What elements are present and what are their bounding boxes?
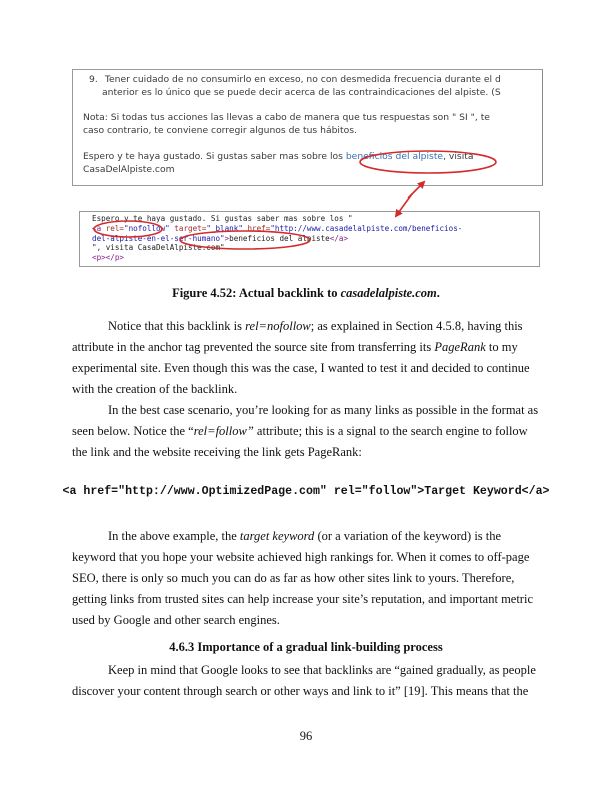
code-target-value: "_blank": [206, 223, 243, 233]
list-item-number: 9.: [89, 74, 98, 85]
espero-los: los: [329, 151, 346, 162]
caption-site: casadelalpiste.com: [340, 286, 437, 300]
code-tag-close: >: [224, 233, 230, 243]
paragraph-gradual: [72, 660, 540, 702]
code-line-4: ", visita CasaDelAlpiste.com": [92, 243, 225, 253]
code-href-value-1: "http://www.casadelalpiste.com/beneficios-: [270, 223, 463, 233]
code-link-text: beneficios del alpiste: [229, 233, 330, 243]
list-item-text: Tener cuidado de no consumirlo en exceso, no con desmedida frecuencia durante el d: [104, 74, 501, 85]
code-href-attr: href=: [242, 223, 271, 233]
page-number: 96: [299, 729, 313, 743]
code-a-open: <a: [92, 223, 106, 233]
p2-text-a: In the best case scenario, you’re looking for as many links as possible in the format as seen below. Notice the “: [72, 403, 539, 438]
code-example: <a href="http://www.OptimizedPage.com" rel="follow">Target Keyword</a>: [62, 485, 550, 498]
p3-text-a: In the above example, the: [108, 529, 240, 543]
code-a-close: </a>: [329, 233, 349, 243]
figure-caption: [0, 286, 612, 301]
code-rel-value: "nofollow": [124, 223, 170, 233]
beneficios-link[interactable]: beneficios del alpiste: [345, 151, 444, 162]
nota-line-1: Nota: Si todas tus acciones las llevas a cabo de manera que tus respuestas son " SI ", te: [83, 112, 490, 123]
code-href-value-2: del-alpiste-en-el-ser-humano": [92, 233, 225, 243]
figure-rendered-page-screenshot: [72, 69, 543, 186]
paragraph-best-case: [72, 400, 540, 463]
p1-text-b: ; as explained in Section 4.5.8, having this attribute in the anchor tag prevented the source site from transferring its: [72, 319, 523, 354]
p3-text-b: (or a variation of the keyword) is the keyword that you hope your website achieved high rankings for. When it comes to off-page SEO, there is only so much you can do as far as how other sites link to yours. Therefore, getting links from trusted sites can help increase your site’s reputation, and important metric used by Google and other search engines.: [72, 529, 533, 627]
section-heading: 4.6.3 Importance of a gradual link-building process: [169, 640, 443, 654]
paragraph-nofollow: [72, 316, 540, 400]
p4-text-a: Keep in mind that Google looks to see that backlinks are “gained gradually, as people discover your content through search or other ways and link to it” [19]. This means that the: [72, 663, 536, 698]
code-line-1: Espero y te haya gustado. Si gustas saber mas sobre los ": [92, 214, 353, 223]
code-line-5: <p></p>: [92, 253, 125, 263]
figure-source-code-screenshot: [79, 211, 540, 267]
espero-line-1: [83, 150, 473, 163]
p1-em-rel-nofollow: rel=nofollow: [245, 319, 311, 333]
p1-em-pagerank: PageRank: [434, 340, 486, 354]
p2-text-b: attribute; this is a signal to the search engine to follow the link and the website receiving the link gets PageRank:: [72, 424, 528, 459]
code-rel-attr: rel=: [105, 223, 125, 233]
source-code-block: [92, 214, 462, 263]
list-item-line-2: anterior es lo único que se puede decir acerca de las contraindicaciones del alpiste. (S: [102, 87, 501, 98]
code-target-attr: target=: [169, 223, 207, 233]
caption-prefix: Figure 4.52: Actual backlink to: [172, 286, 341, 300]
espero-suffix: , visita: [443, 151, 474, 162]
p3-em-target-keyword: target keyword: [239, 529, 315, 543]
list-item-line-1: [89, 73, 501, 86]
caption-suffix: .: [436, 286, 440, 300]
nota-line-2: caso contrario, te conviene corregir algunos de tus hábitos.: [83, 125, 357, 136]
espero-line-2: CasaDelAlpiste.com: [83, 164, 175, 175]
p1-text-a: Notice that this backlink is: [108, 319, 246, 333]
p2-em-rel-follow: rel=follow”: [193, 424, 254, 438]
espero-prefix: Espero y te haya gustado. Si gustas saber mas sobre: [83, 151, 330, 162]
p1-text-c: to my experimental site. Even though this was the case, I wanted to test it and decided to continue with the creation of the backlink.: [72, 340, 530, 396]
paragraph-target-keyword: [72, 526, 540, 631]
